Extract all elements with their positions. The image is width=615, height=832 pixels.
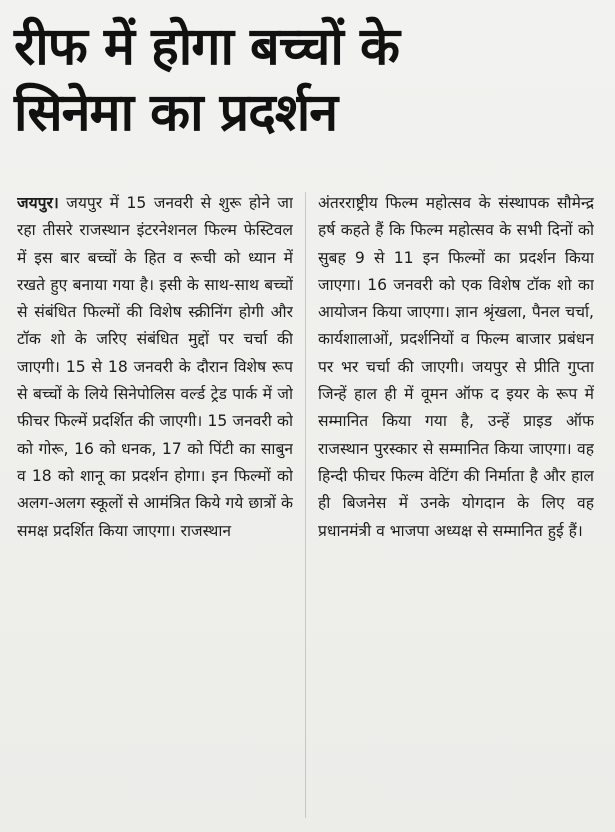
column-right-paragraph [318,190,594,545]
headline [14,14,604,146]
column-left-paragraph [17,190,293,545]
headline-line-2: सिनेमा का प्रदर्शन [14,83,338,143]
article-column-right [318,190,594,822]
dateline: जयपुर। [17,194,59,212]
column-right-text: अंतरराष्ट्रीय फिल्म महोत्सव के संस्थापक सौमेन्द्र हर्ष कहते हैं कि फिल्म महोत्सव के सभी दिनों को सुबह 9 से 11 इन फिल्मों का प्रदर्शन किया जाएगा। 16 जनवरी को एक विशेष टॉक शो का आयोजन किया जाएगा। ज्ञान श्रृंखला, पैनल चर्चा, कार्यशालाओं, प्रदर्शनियों व फिल्म बाजार प्रबंधन पर भर चर्चा की जाएगी। जयपुर से प्रीति गुप्ता जिन्हें हाल ही में वूमन ऑफ द इयर के रूप में सम्मानित किया गया है, उन्हें प्राइड ऑफ राजस्थान पुरस्कार से सम्मानित किया जाएगा। वह हिन्दी फीचर फिल्म वेटिंग की निर्माता है और हाल ही बिजनेस में उनके योगदान के लिए वह प्रधानमंत्री व भाजपा अध्यक्ष से सम्मानित हुई हैं। [318,194,594,540]
article-column-left [17,190,293,822]
headline-line-1: रीफ में होगा बच्चों के [14,17,399,77]
column-divider [305,192,306,818]
column-left-text: जयपुर में 15 जनवरी से शुरू होने जा रहा तीसरे राजस्थान इंटरनेशनल फिल्म फेस्टिवल में इस बार बच्चों के हित व रूची को ध्यान में रखते हुए बनाया गया है। इसी के साथ-साथ बच्चों से संबंधित फिल्मों की विशेष स्क्रीनिंग होगी और टॉक शो के जरिए संबंधित मुद्दों पर चर्चा की जाएगी। 15 से 18 जनवरी के दौरान विशेष रूप से बच्चों के लिये सिनेपोलिस वर्ल्ड ट्रेड पार्क में जो फीचर फिल्में प्रदर्शित की जाएगी। 15 जनवरी को को गोरू, 16 को धनक, 17 को पिंटी का साबुन व 18 को शानू का प्रदर्शन होगा। इन फिल्मों को अलग-अलग स्कूलों से आमंत्रित किये गये छात्रों के समक्ष प्रदर्शित किया जाएगा। राजस्थान [17,194,293,540]
